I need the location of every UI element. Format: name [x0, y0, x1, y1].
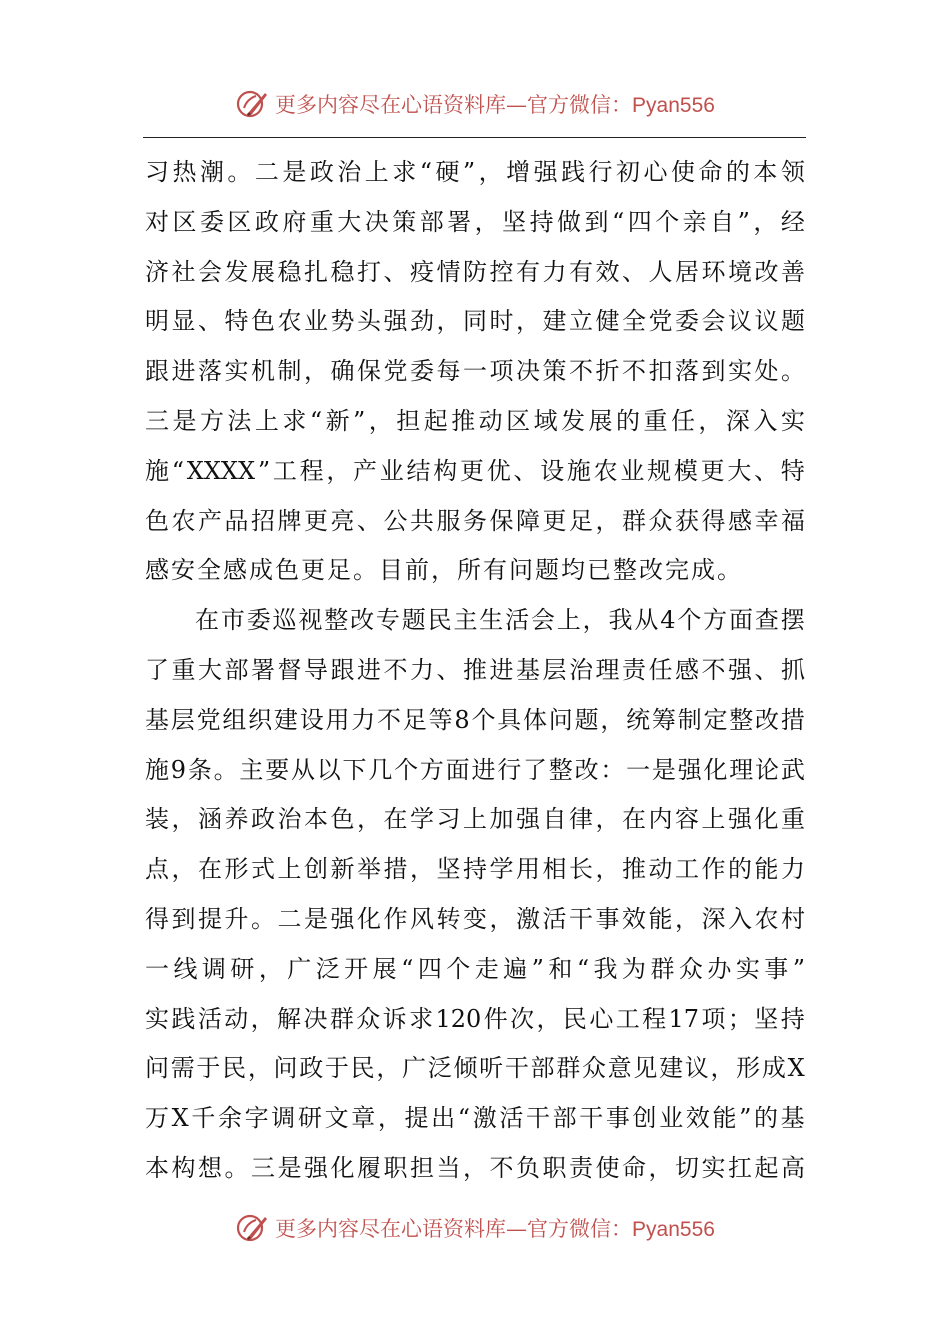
text-line: 本 构 想 。 三 是 强 化 履 职 担 当 ， 不 负 职 责 使 命 ， 切 实 扛 起 高 [145, 1153, 805, 1182]
header-watermark [0, 82, 950, 126]
text-line: 一 线 调 研 ， 广 泛 开 展 “ 四 个 走 遍 ” 和 “ 我 为 群 众 办 实 事 ” [145, 954, 805, 983]
header-wechat-id: Pyan556 [632, 94, 715, 117]
text-line: 济 社 会 发 展 稳 扎 稳 打 、 疫 情 防 控 有 力 有 效 、 人 居 环 境 改 善 [145, 257, 805, 286]
pen-logo-icon [235, 1211, 269, 1245]
text-line: 装 ， 涵 养 政 治 本 色 ， 在 学 习 上 加 强 自 律 ， 在 内 容 上 强 化 重 [145, 805, 805, 834]
text-line: 了 重 大 部 署 督 导 跟 进 不 力 、 推 进 基 层 治 理 责 任 感 不 强 、 抓 [145, 655, 805, 684]
header-divider [143, 137, 806, 138]
footer-wechat-id: Pyan556 [632, 1218, 715, 1241]
text-line: 问 需 于 民 ， 问 政 于 民 ， 广 泛 倾 听 干 部 群 众 意 见 建 议 ， 形 成 X [145, 1054, 805, 1083]
text-line: 点 ， 在 形 式 上 创 新 举 措 ， 坚 持 学 用 相 长 ， 推 动 工 作 的 能 力 [145, 855, 805, 884]
text-line: 实 践 活 动 ， 解 决 群 众 诉 求 120 件 次 ， 民 心 工 程 17 项 ； 坚 持 [145, 1004, 805, 1033]
document-body [145, 148, 805, 1194]
text-line: 基 层 党 组 织 建 设 用 力 不 足 等 8 个 具 体 问 题 ， 统 筹 制 定 整 改 措 [145, 705, 805, 734]
footer-watermark-text: 更多内容尽在心语资料库—官方微信： [275, 1217, 633, 1241]
text-line: 万 X 千 余 字 调 研 文 章 ， 提 出 “ 激 活 干 部 干 事 创 业 效 能 ” 的 基 [145, 1104, 805, 1133]
text-line: 对 区 委 区 政 府 重 大 决 策 部 署 ， 坚 持 做 到 “ 四 个 亲 自 ” ， 经 [145, 207, 805, 236]
text-line: 施 “ XXXX ” 工 程 ， 产 业 结 构 更 优 、 设 施 农 业 规 模 更 大 、 特 [145, 456, 805, 485]
text-line: 得 到 提 升 。 二 是 强 化 作 风 转 变 ， 激 活 干 事 效 能 ， 深 入 农 村 [145, 904, 805, 933]
text-line: 习 热 潮 。 二 是 政 治 上 求 “ 硬 ” ， 增 强 践 行 初 心 使 命 的 本 领 [145, 158, 805, 186]
text-line: 在 市 委 巡 视 整 改 专 题 民 主 生 活 会 上 ， 我 从 4 个 方 面 查 摆 [195, 606, 805, 635]
footer-watermark [0, 1206, 950, 1250]
text-line: 明 显 、 特 色 农 业 势 头 强 劲 ， 同 时 ， 建 立 健 全 党 委 会 议 议 题 [145, 307, 805, 336]
text-line: 三 是 方 法 上 求 “ 新 ” ， 担 起 推 动 区 域 发 展 的 重 任 ， 深 入 实 [145, 406, 805, 435]
pen-logo-icon [235, 87, 269, 121]
text-line: 感安全感成色更足。目前，所有问题均已整改完成。 [145, 556, 743, 585]
header-watermark-text: 更多内容尽在心语资料库—官方微信： [275, 93, 633, 117]
text-line: 跟 进 落 实 机 制 ， 确 保 党 委 每 一 项 决 策 不 折 不 扣 落 到 实 处 。 [145, 357, 805, 386]
text-line: 色 农 产 品 招 牌 更 亮 、 公 共 服 务 保 障 更 足 ， 群 众 获 得 感 幸 福 [145, 506, 805, 535]
text-line: 施 9 条 。 主 要 从 以 下 几 个 方 面 进 行 了 整 改 ： 一 是 强 化 理 论 武 [145, 755, 805, 784]
